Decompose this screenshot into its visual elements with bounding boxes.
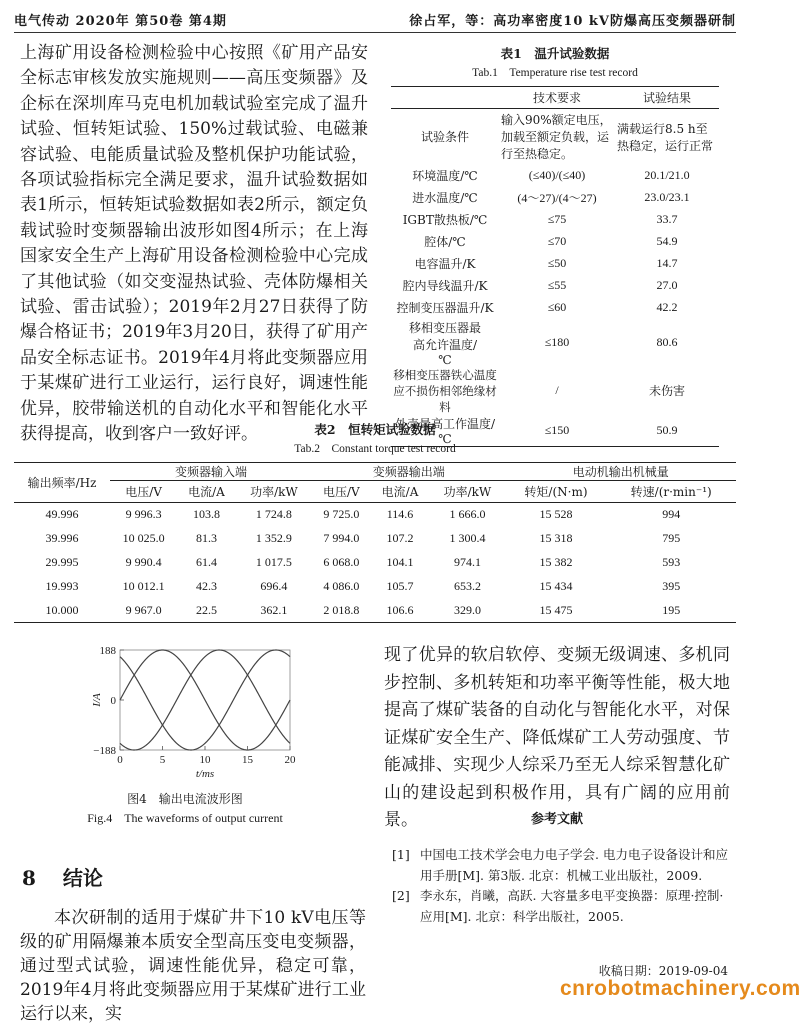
reference-text: 中国电工技术学会电力电子学会. 电力电子设备设计和应用手册[M]. 第3版. 北京：机械工业出版社，2009. — [420, 847, 728, 883]
table-row — [14, 503, 736, 527]
table-cell: 22.5 — [177, 599, 236, 623]
table-cell: ≤180 — [544, 335, 570, 349]
paragraph-text: 现了优异的软启软停、变频无级调速、多机同步控制、多机转矩和功率平衡等性能，极大地提高了煤矿装备的自动化与智能化水平，对保证煤矿安全生产、降低煤矿工人劳动强度、节能减排、实现少人综采乃至无人综采智慧化矿山的建设起到积极作用，具有广阔的应用前景。 — [384, 645, 730, 830]
table-cell: 15 318 — [539, 531, 573, 545]
y-tick-label: 188 — [99, 645, 116, 657]
table-cell: 满载运行8.5 h至热稳定，运行正常 — [617, 121, 714, 153]
table-cell: 106.6 — [371, 599, 430, 623]
table-cell: 1 300.4 — [449, 531, 486, 545]
table2-subheader: 转矩/(N·m) — [506, 481, 607, 503]
table-row — [14, 599, 736, 623]
table1 — [391, 86, 719, 447]
table-cell: 1 352.9 — [255, 531, 292, 545]
table-cell: 994 — [662, 507, 681, 522]
table-cell: 195 — [606, 599, 736, 623]
figure4-chart — [50, 640, 320, 780]
watermark-text: cnrobotmachinery.com — [560, 977, 801, 1000]
table2-caption-en: Tab.2 Constant torque test record — [294, 443, 456, 455]
table-cell: 控制变压器温升/K — [396, 301, 494, 315]
table-cell: 6 068.0 — [323, 555, 360, 569]
table-row — [391, 209, 719, 231]
table-cell: 49.996 — [45, 507, 79, 522]
table2-subheader: 电压/V — [312, 481, 371, 503]
table-row — [391, 253, 719, 275]
table-cell: 10 025.0 — [122, 531, 165, 545]
table-cell: 395 — [662, 579, 681, 593]
table-cell: 腔内导线温升/K — [402, 279, 488, 293]
table2-col0-header: 输出频率/Hz — [14, 463, 110, 503]
table-cell: 653.2 — [453, 579, 481, 593]
table-cell: 795 — [662, 531, 681, 545]
table2-block — [14, 420, 736, 623]
table-row — [391, 109, 719, 165]
table-cell: 61.4 — [195, 555, 217, 569]
table-row — [391, 367, 719, 415]
waveform-series-1 — [120, 650, 290, 750]
waveform-chart — [50, 640, 320, 780]
table-cell: 15 475 — [506, 599, 607, 623]
table-cell: 2 018.8 — [312, 599, 371, 623]
table1-caption-cn: 表1 温升试验数据 — [500, 46, 610, 61]
table2-subheader: 功率/kW — [429, 481, 505, 503]
table-cell: IGBT散热板/℃ — [402, 213, 488, 227]
table-cell: ≤75 — [547, 212, 567, 226]
table-cell: 15 528 — [539, 507, 573, 522]
table-cell: 54.9 — [656, 234, 678, 248]
table1-caption-en: Tab.1 Temperature rise test record — [472, 67, 638, 79]
table-cell: 42.3 — [195, 579, 217, 593]
y-axis-label: I/A — [91, 693, 103, 707]
x-tick-label: 0 — [117, 754, 123, 766]
table-cell: 104.1 — [386, 555, 414, 569]
y-tick-label: −188 — [93, 745, 116, 757]
table-cell: ≤150 — [499, 415, 615, 447]
table-cell: 50.9 — [615, 415, 719, 447]
table2-group-header: 变频器输入端 — [110, 463, 312, 481]
reference-item — [392, 844, 732, 888]
table2-caption-cn: 表2 恒转矩试验数据 — [314, 422, 436, 437]
table-cell: 39.996 — [45, 531, 79, 545]
figure4-caption-en: Fig.4 The waveforms of output current — [87, 811, 283, 825]
section-title: 结论 — [62, 866, 103, 890]
table-row — [391, 165, 719, 187]
y-tick-label: 0 — [110, 695, 116, 707]
table-row — [391, 231, 719, 253]
table-cell: 1 724.8 — [255, 507, 292, 522]
section-heading — [22, 862, 103, 891]
table2 — [14, 462, 736, 623]
table-cell: 105.7 — [386, 579, 414, 593]
table-cell: 114.6 — [386, 507, 414, 522]
table-row — [391, 297, 719, 319]
running-title: 徐占军，等：高功率密度10 kV防爆高压变频器研制 — [409, 14, 736, 29]
x-tick-label: 10 — [199, 754, 211, 766]
table-row — [391, 319, 719, 367]
table-cell: 进水温度/℃ — [412, 191, 478, 205]
table-cell: 29.995 — [45, 555, 79, 569]
table-cell: 10.000 — [14, 599, 110, 623]
table2-group-header: 变频器输出端 — [312, 463, 506, 481]
table-cell: 81.3 — [195, 531, 217, 545]
table-cell: 15 382 — [539, 555, 573, 569]
table2-group-row — [14, 463, 736, 481]
table-cell: 9 967.0 — [110, 599, 177, 623]
table2-subheader: 电流/A — [177, 481, 236, 503]
table-cell: 腔体/℃ — [424, 235, 466, 249]
table2-subheader: 电流/A — [371, 481, 430, 503]
table-cell: 20.1/21.0 — [644, 168, 690, 182]
table2-subheader-row — [14, 481, 736, 503]
page-header — [14, 6, 736, 33]
references-heading: 参考文献 — [530, 812, 583, 827]
table-cell: 14.7 — [656, 256, 678, 270]
table-cell: 696.4 — [260, 579, 288, 593]
table-cell: 362.1 — [236, 599, 312, 623]
table-cell: 974.1 — [453, 555, 481, 569]
table-row — [391, 187, 719, 209]
table-cell: 输入90%额定电压，加载至额定负载，运行至热稳定。 — [501, 113, 612, 162]
table-cell: 33.7 — [656, 212, 678, 226]
table-cell: 4 086.0 — [323, 579, 360, 593]
table-cell: 19.993 — [45, 579, 79, 593]
x-axis-label: t/ms — [195, 768, 215, 780]
table-cell: 103.8 — [192, 507, 220, 522]
table-row — [14, 527, 736, 551]
table-cell: 未伤害 — [648, 384, 685, 398]
table-cell: 9 996.3 — [125, 507, 162, 522]
table-cell: (≤40)/(≤40) — [528, 168, 586, 182]
table-cell: 移相变压器最高允许温度/℃ — [408, 320, 481, 367]
table2-group-header: 电动机输出机械量 — [506, 463, 736, 481]
conclusion-paragraph — [20, 906, 366, 1026]
table-row — [14, 575, 736, 599]
table-cell: 9 990.4 — [125, 555, 162, 569]
body-paragraph-right — [384, 642, 730, 835]
x-tick-label: 15 — [242, 754, 253, 766]
received-date: 收稿日期：2019-09-04 — [598, 964, 728, 978]
reference-index: [1] — [392, 847, 410, 862]
table-cell: 15 434 — [539, 579, 573, 593]
table-cell: 80.6 — [656, 335, 678, 349]
table2-subheader: 电压/V — [110, 481, 177, 503]
table-row — [391, 275, 719, 297]
table-cell: 107.2 — [386, 531, 414, 545]
table-cell: ≤50 — [547, 256, 567, 270]
x-tick-label: 5 — [159, 754, 166, 766]
body-paragraph-left — [20, 41, 368, 448]
table-cell: 9 725.0 — [323, 507, 360, 522]
table-cell: 1 017.5 — [255, 555, 292, 569]
table-cell: 环境温度/℃ — [412, 169, 478, 183]
table-cell: 电容温升/K — [414, 257, 476, 271]
reference-item — [392, 885, 732, 929]
table-cell: 1 666.0 — [449, 507, 486, 522]
table-cell: 593 — [662, 555, 681, 569]
table-cell: 移相变压器铁心温度应不损伤相邻绝缘材料 — [393, 367, 497, 414]
table1-header-row — [391, 87, 719, 109]
table-cell: 试验条件 — [420, 130, 469, 145]
paragraph-text: 本次研制的适用于煤矿井下10 kV电压等级的矿用隔爆兼本质安全型高压变电变频器，通过型式试验，调速性能优异，稳定可靠，2019年4月将此变频器应用于某煤矿进行工业运行以来，实 — [20, 908, 366, 1024]
table-cell: ≤60 — [547, 300, 567, 314]
table1-header: 技术要求 — [499, 87, 615, 109]
table-cell: 23.0/23.1 — [644, 190, 690, 204]
table-cell: ≤55 — [547, 278, 567, 292]
table-cell: / — [555, 383, 559, 397]
journal-info: 电气传动 2020年 第50卷 第4期 — [14, 14, 227, 29]
x-tick-label: 20 — [284, 754, 296, 766]
table1-header: 试验结果 — [615, 87, 719, 109]
reference-index: [2] — [392, 888, 410, 903]
table2-subheader: 功率/kW — [236, 481, 312, 503]
table-cell: 10 012.1 — [122, 579, 165, 593]
table-cell: 外壳最高工作温度/℃ — [391, 415, 499, 447]
table-cell: 42.2 — [656, 300, 678, 314]
paragraph-text: 上海矿用设备检测检验中心按照《矿用产品安全标志审核发放实施规则——高压变频器》及企标在深圳库马克电机加载试验室完成了温升试验、恒转矩试验、150%过载试验、电磁兼容试验、电能质量试验及整机保护功能试验，各项试验指标完全满足要求，温升试验数据如表1所示，恒转矩试验数据如表2所示，额定负载试验时变频器输出波形如图4所示；在上海国家安全生产上海矿用设备检测检验中心完成了其他试验（如交变湿热试验、壳体防爆相关试验、雷击试验）；2019年2月27日获得了防爆合格证书；2019年3月20日，获得了矿用产品安全标志证书。2019年4月将此变频器应用于某煤矿进行工业运行，运行良好，调速性能优异，胶带输送机的自动化水平和智能化水平获得提高，收到客户一致好评。 — [20, 43, 368, 445]
table-row — [14, 551, 736, 575]
table1-block — [380, 44, 730, 447]
table-cell: ≤70 — [547, 234, 567, 248]
table1-header — [391, 87, 499, 109]
table-cell: 27.0 — [656, 278, 678, 292]
section-number: 8 — [22, 866, 36, 890]
figure4-caption-cn: 图4 输出电流波形图 — [127, 792, 243, 806]
table2-subheader: 转速/(r·min⁻¹) — [606, 481, 736, 503]
reference-text: 李永东，肖曦，高跃. 大容量多电平变换器：原理·控制·应用[M]. 北京：科学出版社，2005. — [420, 888, 724, 924]
table-cell: 329.0 — [429, 599, 505, 623]
table-cell: 7 994.0 — [323, 531, 360, 545]
table-cell: (4～27)/(4～27) — [517, 191, 597, 205]
